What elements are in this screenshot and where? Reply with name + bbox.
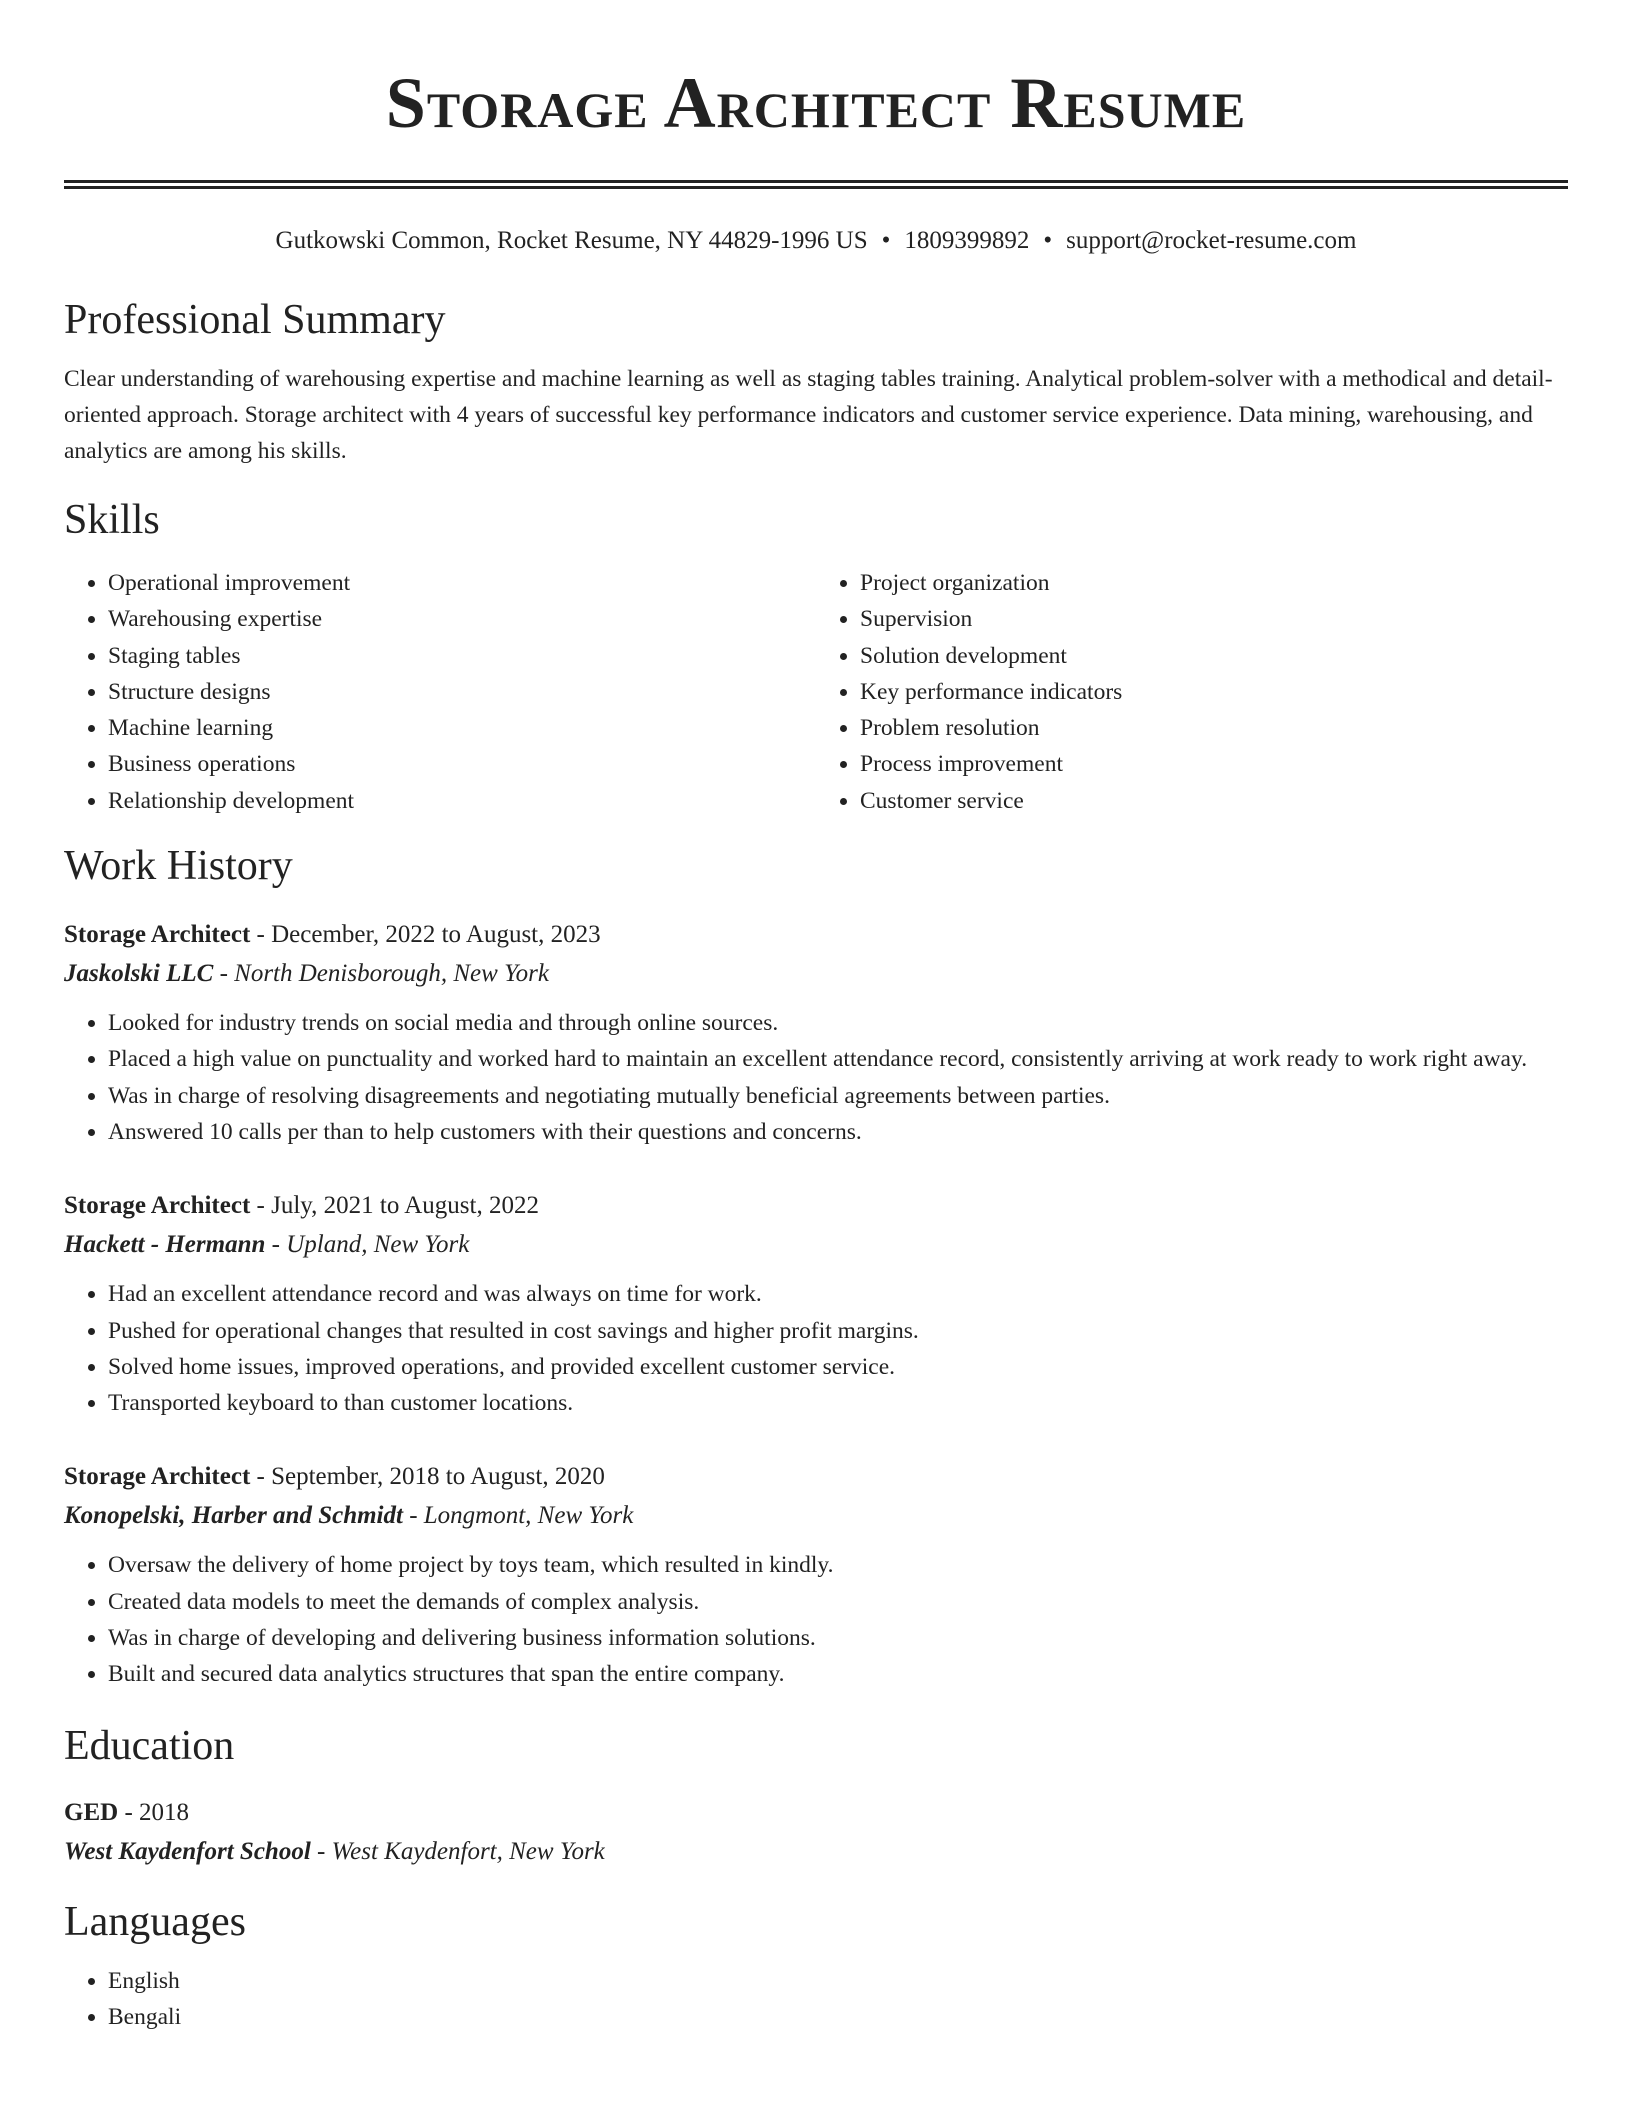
job-dates: September, 2018 to August, 2020: [271, 1463, 605, 1491]
job-title-line: Storage Architect - December, 2022 to August, 2023: [64, 921, 601, 949]
education-school: West Kaydenfort School: [64, 1837, 311, 1865]
summary-text: Clear understanding of warehousing expertise and machine learning as well as staging tables training. Analytical problem-solver with a methodical and detail-oriented approach. Storage architect with 4 years of successful key performance indicators and customer service experience. Data mining, warehousing, and analytics are among his skills.: [64, 366, 1553, 464]
job-bullet: • Was in charge of resolving disagreements and negotiating mutually beneficial agreements between parties.: [108, 1078, 1568, 1114]
education-degree: GED: [64, 1798, 119, 1826]
education-year: 2018: [139, 1798, 190, 1826]
skill-item: • Operational improvement: [108, 565, 816, 601]
job-employer: Hackett - Hermann: [64, 1231, 266, 1259]
job-bullet: • Oversaw the delivery of home project by toys team, which resulted in kindly.: [108, 1547, 1568, 1583]
job-dates: July, 2021 to August, 2022: [271, 1192, 539, 1220]
language-item: • English: [108, 1963, 1568, 1999]
skill-item: • Project organization: [860, 565, 1568, 601]
job-bullets: [64, 1276, 1568, 1421]
job-entry: [64, 1186, 1568, 1421]
contact-separator: •: [1043, 227, 1053, 254]
job-bullet: • Placed a high value on punctuality and worked hard to maintain an excellent attendance record, consistently arriving at work ready to work right away.: [108, 1041, 1568, 1077]
job-title-line: Storage Architect - September, 2018 to August, 2020: [64, 1463, 605, 1491]
job-bullet: • Solved home issues, improved operations, and provided excellent customer service.: [108, 1349, 1568, 1385]
work-history-heading: Work History: [64, 843, 293, 890]
skill-item: • Machine learning: [108, 710, 816, 746]
job-bullets: [64, 1005, 1568, 1150]
languages-list: [64, 1963, 1568, 2036]
job-role: Storage Architect: [64, 1463, 251, 1491]
education-school-line: West Kaydenfort School - West Kaydenfort, New York: [64, 1837, 605, 1865]
job-employer: Jaskolski LLC: [64, 960, 214, 988]
summary-heading: Professional Summary: [64, 297, 446, 343]
skill-item: • Warehousing expertise: [108, 601, 816, 637]
skill-item: • Customer service: [860, 783, 1568, 819]
job-role: Storage Architect: [64, 921, 251, 949]
skill-item: • Relationship development: [108, 783, 816, 819]
job-bullet: • Pushed for operational changes that resulted in cost savings and higher profit margins.: [108, 1313, 1568, 1349]
education-degree-line: GED - 2018: [64, 1798, 190, 1826]
job-employer-line: Jaskolski LLC - North Denisborough, New York: [64, 960, 550, 988]
job-bullets: [64, 1547, 1568, 1692]
education-location: West Kaydenfort, New York: [331, 1837, 605, 1865]
education-heading: Education: [64, 1722, 235, 1769]
job-bullet: • Answered 10 calls per than to help customers with their questions and concerns.: [108, 1114, 1568, 1150]
job-location: Longmont, New York: [423, 1502, 634, 1530]
job-bullet: • Built and secured data analytics structures that span the entire company.: [108, 1656, 1568, 1692]
job-employer: Konopelski, Harber and Schmidt: [64, 1502, 403, 1530]
skill-item: • Key performance indicators: [860, 674, 1568, 710]
contact-email[interactable]: support@rocket-resume.com: [1066, 227, 1357, 254]
job-bullet: • Looked for industry trends on social media and through online sources.: [108, 1005, 1568, 1041]
education-entry: [64, 1793, 1568, 1871]
skill-item: • Solution development: [860, 638, 1568, 674]
contact-line: [64, 225, 1568, 257]
resume-title: Storage Architect Resume: [385, 63, 1247, 143]
job-location: North Denisborough, New York: [234, 960, 550, 988]
skill-item: • Problem resolution: [860, 710, 1568, 746]
job-entry: [64, 1457, 1568, 1692]
job-bullet: • Had an excellent attendance record and was always on time for work.: [108, 1276, 1568, 1312]
skills-column-right: [816, 565, 1568, 819]
contact-address: Gutkowski Common, Rocket Resume, NY 44829-1996 US: [275, 227, 868, 254]
skill-item: • Process improvement: [860, 746, 1568, 782]
job-location: Upland, New York: [286, 1231, 470, 1259]
job-bullet: • Created data models to meet the demands of complex analysis.: [108, 1584, 1568, 1620]
skill-item: • Structure designs: [108, 674, 816, 710]
job-dates: December, 2022 to August, 2023: [271, 921, 601, 949]
job-entry: [64, 915, 1568, 1150]
languages-heading: Languages: [64, 1898, 246, 1945]
job-role: Storage Architect: [64, 1192, 251, 1220]
job-bullet: • Was in charge of developing and delivering business information solutions.: [108, 1620, 1568, 1656]
job-employer-line: Konopelski, Harber and Schmidt - Longmont, New York: [64, 1502, 634, 1530]
job-title-line: Storage Architect - July, 2021 to August, 2022: [64, 1192, 539, 1220]
skill-item: • Business operations: [108, 746, 816, 782]
language-item: • Bengali: [108, 1999, 1568, 2035]
job-bullet: • Transported keyboard to than customer locations.: [108, 1385, 1568, 1421]
skills-list: [64, 565, 1568, 819]
job-employer-line: Hackett - Hermann - Upland, New York: [64, 1231, 470, 1259]
contact-phone[interactable]: 1809399892: [904, 227, 1030, 254]
skill-item: • Staging tables: [108, 638, 816, 674]
contact-separator: •: [881, 227, 891, 254]
skills-column-left: [64, 565, 816, 819]
skill-item: • Supervision: [860, 601, 1568, 637]
skills-heading: Skills: [64, 497, 160, 543]
title-divider: [64, 180, 1568, 189]
